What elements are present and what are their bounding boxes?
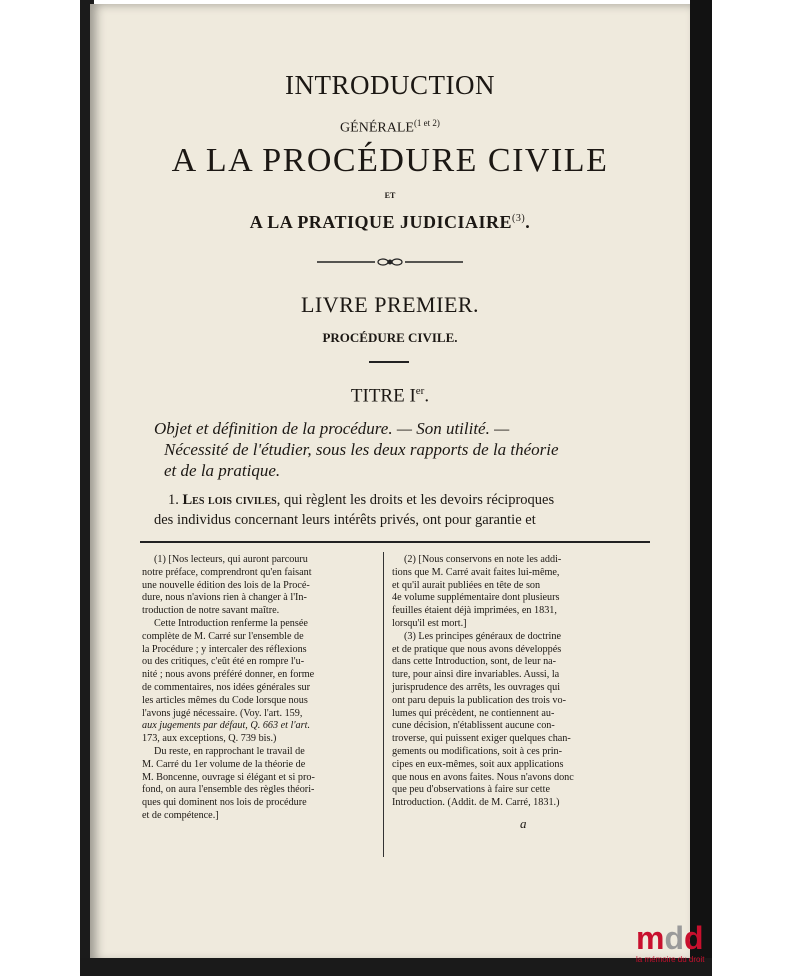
footnote-line: une nouvelle édition des lois de la Procé- <box>142 579 310 591</box>
column-divider <box>383 552 384 857</box>
footnote-line: notre préface, comprendront qu'en faisant <box>142 566 312 578</box>
footnote-line: jurisprudence des arrêts, les ouvrages qui <box>392 681 561 693</box>
footnote-line: 173, aux exceptions, Q. 739 bis.) <box>142 733 277 745</box>
footnote-line: Cette Introduction renferme la pensée <box>154 617 308 629</box>
footnote-line: troverse, qui puissent exiger quelques chan- <box>392 733 571 745</box>
footnote-line: et qu'il aurait publiées en tête de son <box>392 579 541 591</box>
footnotes-left-column <box>142 554 378 823</box>
section-heading-line: Objet et définition de la procédure. — Son utilité. — <box>154 419 510 438</box>
footnote-separator <box>140 541 650 543</box>
title-procedure-civile: A LA PROCÉDURE CIVILE <box>171 142 609 179</box>
footnote-line: de commentaires, nos idées générales sur <box>142 681 311 693</box>
footnote-ref-3: (3) <box>512 213 526 224</box>
ornament-divider <box>315 257 465 267</box>
footnote-ref-1-2: (1 et 2) <box>413 118 440 128</box>
footnote-line: fond, on aura l'ensemble des règles théori- <box>142 784 315 796</box>
footnote-line: tions que M. Carré avait faites lui-même, <box>392 566 560 578</box>
section-heading <box>154 418 654 481</box>
footnote-line: que peu d'observations à faire sur cette <box>392 784 550 796</box>
footnote-line: complète de M. Carré sur l'ensemble de <box>142 630 304 642</box>
opening-paragraph: 1. Les lois civiles, qui règlent les droits et les devoirs réciproques des individus concernant leurs intérêts privés, ont pour garantie et <box>154 490 664 530</box>
footnote-line: 4e volume supplémentaire dont plusieurs <box>392 592 560 604</box>
title-pratique-judiciaire: A LA PRATIQUE JUDICIAIRE$^{(3)}$. <box>249 212 531 232</box>
footnote-line: M. Carré du 1er volume de la théorie de <box>142 758 306 770</box>
footnote-line: (1) [Nos lecteurs, qui auront parcouru <box>154 554 308 565</box>
footnote-line: nité ; nous avons préféré donner, en forme <box>142 669 315 681</box>
mdd-logo: mdd <box>636 920 704 956</box>
logo-tagline: la mémoire du droit <box>636 955 705 964</box>
footnote-line: feuilles étaient déjà imprimées, en 1831, <box>392 605 557 617</box>
footnote-line: cune décision, n'établissent aucune con- <box>392 720 555 732</box>
footnote-line: ques qui dominent nos lois de procédure <box>142 797 307 809</box>
signature-mark: a <box>520 816 527 831</box>
livre-premier-heading: LIVRE PREMIER. <box>300 292 480 317</box>
title-conjunction: ET <box>384 191 396 200</box>
title-introduction: INTRODUCTION <box>285 70 495 100</box>
short-rule <box>369 361 409 363</box>
footnote-line: lumes qui précèdent, ne contiennent au- <box>392 707 555 719</box>
paragraph-lead: Les lois civiles <box>182 492 277 508</box>
footnote-line: M. Boncenne, ouvrage si élégant et si pro- <box>142 771 315 783</box>
footnote-line: (2) [Nous conservons en note les addi- <box>404 554 562 565</box>
book-right-edge <box>690 0 712 976</box>
footnote-line: que nous en avons faites. Nous n'avons donc <box>392 771 574 783</box>
footnote-line: dans cette Introduction, sont, de leur na- <box>392 656 557 668</box>
footnote-line: cipes en eux-mêmes, soit aux applications <box>392 758 564 770</box>
footnote-line: Du reste, en rapprochant le travail de <box>154 745 305 757</box>
titre-heading: TITRE Ier. <box>350 385 430 407</box>
footnote-line: et de pratique que nous avons développés <box>392 643 562 655</box>
paragraph-line: des individus concernant leurs intérêts privés, ont pour garantie et <box>154 512 536 528</box>
book-bottom-edge <box>80 958 712 976</box>
paragraph-number: 1. <box>168 492 179 508</box>
book-page <box>90 4 690 962</box>
footnote-line: (3) Les principes généraux de doctrine <box>404 630 561 642</box>
footnotes-right-column <box>392 554 650 810</box>
footnote-line: ou des critiques, c'eût été en rompre l'u- <box>142 656 305 668</box>
footnote-line: aux jugements par défaut, Q. 663 et l'art. <box>142 720 310 732</box>
section-heading-line: Nécessité de l'étudier, sous les deux rapports de la théorie <box>164 440 559 459</box>
footnote-line: Introduction. (Addit. de M. Carré, 1831.) <box>392 797 560 809</box>
footnote-line: ture, pour ainsi dire invariables. Aussi, la <box>392 669 560 681</box>
footnote-line: ont paru depuis la publication des trois vo- <box>392 694 567 706</box>
footnote-line: la Procédure ; y intercaler des réflexions <box>142 643 307 655</box>
livre-subheading: PROCÉDURE CIVILE. <box>322 330 458 345</box>
footnote-line: lorsqu'il est mort.] <box>392 617 467 629</box>
footnote-line: l'avons jugé nécessaire. (Voy. l'art. 159, <box>142 707 303 719</box>
footnote-line: les articles mêmes du Code lorsque nous <box>142 694 308 706</box>
footnote-line: gements ou modifications, soit à ces prin- <box>392 745 563 757</box>
footnote-line: troduction de notre savant maître. <box>142 605 280 617</box>
footnote-line: et de compétence.] <box>142 809 219 821</box>
footnote-line: dure, nous n'avions rien à changer à l'In- <box>142 592 307 604</box>
background-left <box>0 0 92 976</box>
title-generale: $GÉNÉRALE^{(1 et 2)}$ <box>340 118 440 136</box>
section-heading-line: et de la pratique. <box>164 461 281 480</box>
